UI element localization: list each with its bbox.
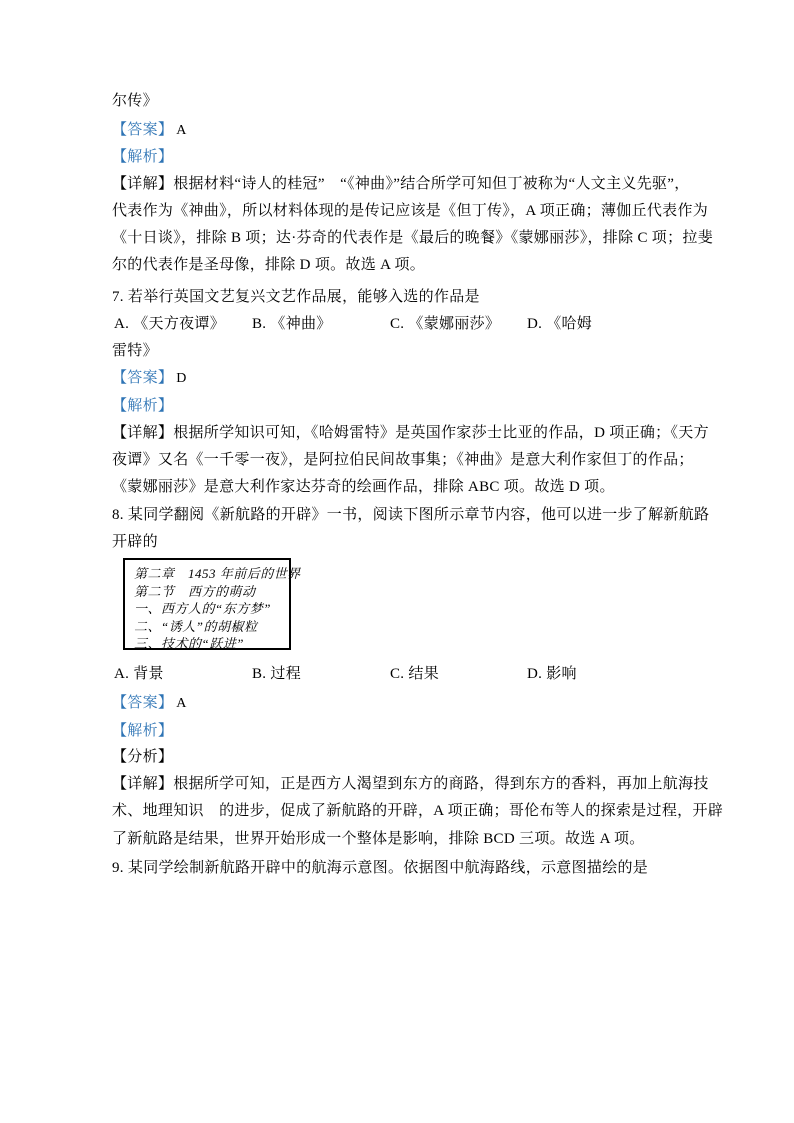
q7-options-row [0, 314, 794, 336]
q8-answer-value: A [176, 696, 187, 711]
q8-detail-line: 【详解】根据所学可知，正是西方人渴望到东方的商路，得到东方的香料，再加上航海技 [112, 776, 709, 792]
q9-question: 9. 某同学绘制新航路开辟中的航海示意图。依据图中航海路线，示意图描绘的是 [112, 860, 649, 876]
figure-section-title: 第二节 西方的萌动 [134, 583, 256, 599]
fenxi-tag: 【分析】 [112, 749, 174, 765]
q8-option-a: A. 背景 [114, 666, 164, 682]
q7-answer-line [112, 368, 187, 389]
answer-tag: 【答案】 [112, 695, 174, 711]
jiexi-tag: 【解析】 [112, 723, 174, 739]
q6-answer-value: A [176, 123, 187, 138]
q6-detail-line: 《十日谈》，排除 B 项；达·芬奇的代表作是《最后的晚餐》《蒙娜丽莎》，排除 C 项；拉斐 [112, 230, 714, 246]
figure-item-1: 一、西方人的“东方梦” [134, 601, 271, 616]
q8-detail-line: 术、地理知识 的进步，促成了新航路的开辟，A 项正确；哥伦布等人的探索是过程，开辟 [112, 803, 724, 819]
q7-detail-line: 《蒙娜丽莎》是意大利作家达芬奇的绘画作品，排除 ABC 项。故选 D 项。 [112, 479, 615, 495]
q7-answer-value: D [176, 371, 187, 386]
q8-jiexi-line [112, 721, 173, 742]
jiexi-tag: 【解析】 [112, 149, 174, 165]
q7-option-d-wrap: 雷特》 [112, 343, 158, 359]
answer-tag: 【答案】 [112, 122, 174, 138]
q6-option-tail: 尔传》 [112, 93, 158, 109]
q8-question-line: 8. 某同学翻阅《新航路的开辟》一书，阅读下图所示章节内容，他可以进一步了解新航路 [112, 507, 710, 523]
q7-question: 7. 若举行英国文艺复兴文艺作品展，能够入选的作品是 [112, 289, 480, 305]
figure-item-3: 三、技术的“跃进” [134, 636, 244, 651]
q8-detail-line: 了新航路是结果，世界开始形成一个整体是影响，排除 BCD 三项。故选 A 项。 [112, 831, 645, 847]
q7-option-d: D. 《哈姆 [527, 316, 593, 332]
jiexi-tag: 【解析】 [112, 398, 174, 414]
answer-tag: 【答案】 [112, 370, 174, 386]
q8-options-row [0, 664, 794, 686]
q8-fenxi-line [112, 747, 173, 768]
q6-answer-line [112, 120, 187, 141]
q7-detail-line: 【详解】根据所学知识可知，《哈姆雷特》是英国作家莎士比亚的作品，D 项正确；《天方 [112, 425, 709, 441]
q8-option-d: D. 影响 [527, 666, 577, 682]
q6-jiexi-line [112, 147, 173, 168]
figure-chapter-title: 第二章 1453 年前后的世界 [134, 566, 301, 581]
q8-option-c: C. 结果 [390, 666, 440, 682]
q6-detail-line: 【详解】根据材料“诗人的桂冠” “《神曲》”结合所学可知但丁被称为“人文主义先驱”， [112, 176, 690, 192]
q7-detail-line: 夜谭》又名《一千零一夜》，是阿拉伯民间故事集；《神曲》是意大利作家但丁的作品； [112, 452, 694, 468]
q7-option-a: A. 《天方夜谭》 [114, 316, 226, 332]
q8-question-line: 开辟的 [112, 534, 158, 550]
q8-answer-line [112, 693, 187, 714]
q6-detail-line: 代表作为《神曲》，所以材料体现的是传记应该是《但丁传》，A 项正确；薄伽丘代表作为 [112, 203, 709, 219]
q7-option-c: C. 《蒙娜丽莎》 [390, 316, 501, 332]
q7-jiexi-line [112, 396, 173, 417]
q8-chapter-figure [123, 558, 301, 651]
q8-option-b: B. 过程 [252, 666, 302, 682]
q7-option-b: B. 《神曲》 [252, 316, 332, 332]
q6-detail-line: 尔的代表作是圣母像，排除 D 项。故选 A 项。 [112, 257, 426, 273]
figure-item-2: 二、“诱人”的胡椒粒 [134, 618, 258, 634]
